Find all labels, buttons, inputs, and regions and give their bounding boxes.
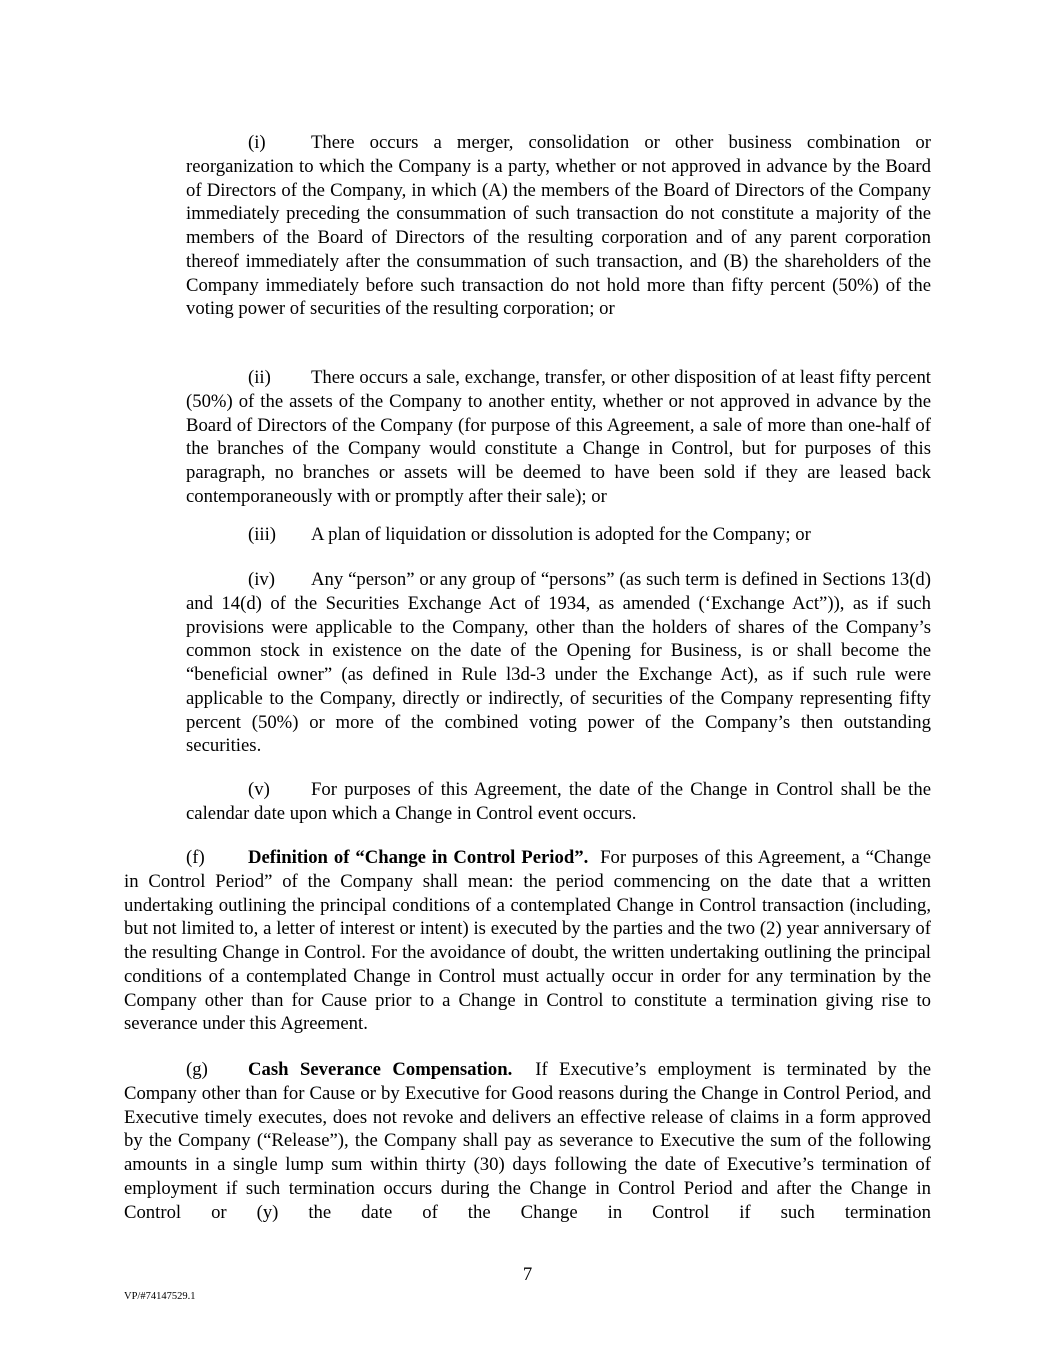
paragraph-text: If Executive’s employment is terminated by the Company other than for Cause or by Executive for Good reasons during the Change in Control Period, and Executive timely executes, does not revoke and delivers an effective release of claims in a form approved by the Company (“Release”), the Company shall pay as severance to Executive the sum of the following amounts in a single lump sum within thirty (30) days following the date of Executive’s termination of employment if such termination occurs during the Change in Control Period and after the Change in Control or (y) the date of the Change in Control if such termination bbox=[124, 1059, 931, 1223]
paragraph-text: There occurs a merger, consolidation or other business combination or reorganization to which the Company is a party, whether or not approved in advance by the Board of Directors of the Company, in which (A) the members of the Board of Directors of the Company immediately preceding the consummation of such transaction do not constitute a majority of the members of the Board of Directors of the resulting corporation and of any parent corporation thereof immediately after the consummation of such transaction, and (B) the shareholders of the Company immediately before such transaction do not hold more than fifty percent (50%) of the voting power of securities of the resulting corporation; or bbox=[186, 132, 931, 320]
paragraph-f bbox=[124, 846, 931, 1036]
paragraph-heading: Cash Severance Compensation. bbox=[248, 1059, 513, 1080]
paragraph-label: (v) bbox=[248, 779, 270, 800]
paragraph-label: (iv) bbox=[248, 569, 275, 590]
paragraph-g bbox=[124, 1058, 931, 1224]
paragraph-text: A plan of liquidation or dissolution is adopted for the Company; or bbox=[311, 524, 811, 545]
paragraph-label: (g) bbox=[186, 1059, 208, 1080]
paragraph-heading: Definition of “Change in Control Period”. bbox=[248, 847, 589, 868]
paragraph-label: (iii) bbox=[248, 524, 277, 545]
paragraph-text: There occurs a sale, exchange, transfer, or other disposition of at least fifty percent (50%) of the assets of the Company to another entity, whether or not approved in advance by the Board of Directors of the Company (for purpose of this Agreement, a sale of more than one-half of the branches of the Company would constitute a Change in Control, but for purposes of this paragraph, no branches or assets will be deemed to have been sold if they are leased back contemporaneously with or promptly after their sale); or bbox=[186, 367, 931, 507]
paragraph-label: (ii) bbox=[248, 367, 271, 388]
document-footer-id: VP/#74147529.1 bbox=[124, 1291, 196, 1302]
paragraph-text: Any “person” or any group of “persons” (as such term is defined in Sections 13(d) and 14(d) of the Securities Exchange Act of 1934, as amended (‘Exchange Act”)), as if such provisions were applicable to the Company, other than the holders of shares of the Company’s common stock in existence on the date of the Opening for Business, is or shall become the “beneficial owner” (as defined in Rule l3d-3 under the Exchange Act), as if such rule were applicable to the Company, directly or indirectly, of securities of the Company representing fifty percent (50%) or more of the combined voting power of the Company’s then outstanding securities. bbox=[186, 569, 931, 757]
paragraph-ii bbox=[186, 366, 931, 509]
paragraph-i bbox=[186, 131, 931, 321]
paragraph-label: (f) bbox=[186, 847, 205, 868]
paragraph-label: (i) bbox=[248, 132, 266, 153]
paragraph-iii bbox=[186, 523, 931, 547]
paragraph-v bbox=[186, 778, 931, 826]
paragraph-text: For purposes of this Agreement, a “Change in Control Period” of the Company shall mean: the period commencing on the date that a written undertaking outlining the principal conditions of a contemplated Change in Control transaction (including, but not limited to, a letter of interest or intent) is executed by the parties and the two (2) year anniversary of the resulting Change in Control. For the avoidance of doubt, the written undertaking outlining the principal conditions of a contemplated Change in Control must actually occur in order for any termination by the Company other than for Cause prior to a Change in Control to constitute a termination giving rise to severance under this Agreement. bbox=[124, 847, 932, 1035]
paragraph-iv bbox=[186, 568, 931, 758]
paragraph-text: For purposes of this Agreement, the date of the Change in Control shall be the calendar date upon which a Change in Control event occurs. bbox=[186, 779, 931, 824]
page-number: 7 bbox=[522, 1264, 533, 1285]
